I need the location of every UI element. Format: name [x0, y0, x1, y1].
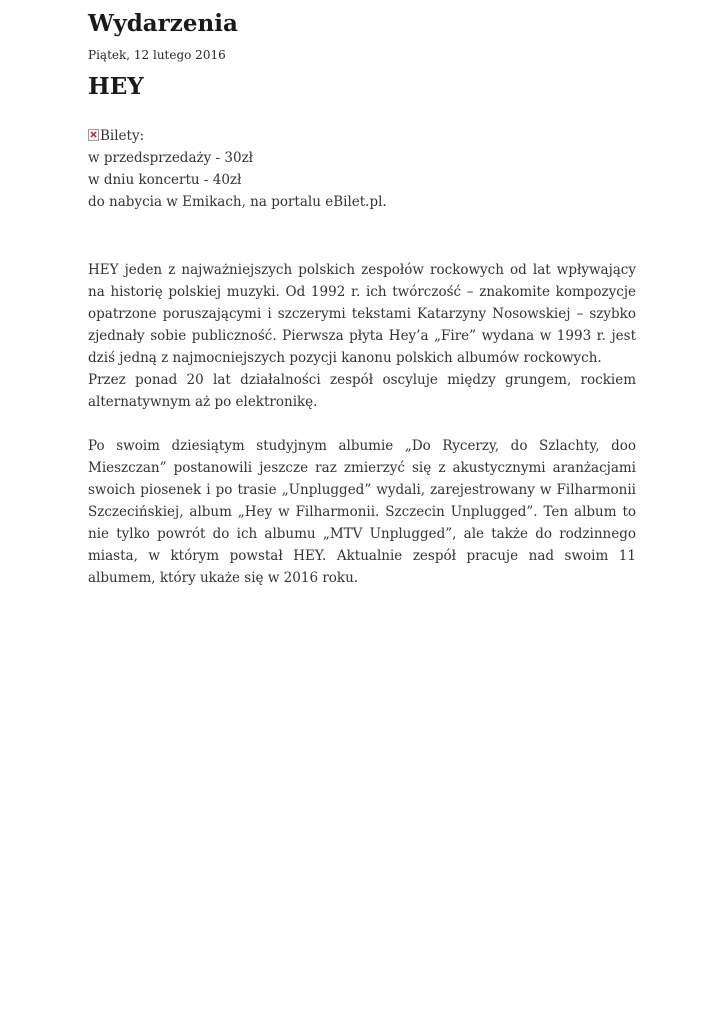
post-title: HEY	[88, 73, 144, 100]
article-paragraph: Po swoim dziesiątym studyjnym albumie „Do Rycerzy, do Szlachty, doo Mieszczan” postanowili jeszcze raz zmierzyć się z akustycznymi aranżacjami swoich piosenek i po trasie „Unplugged” wydali, zarejestrowany w Filharmonii Szczecińskiej, album „Hey w Filharmonii. Szczecin Unplugged”. Ten album to nie tylko powrót do ich albumu „MTV Unplugged”, ale także do rodzinnego miasta, w którym powstał HEY. Aktualnie zespół pracuje nad swoim 11 albumem, który ukaże się w 2016 roku.	[88, 438, 636, 586]
ticket-heading-line	[88, 125, 636, 147]
article-body	[88, 259, 636, 589]
page-content	[88, 0, 636, 589]
site-title[interactable]: Wydarzenia	[88, 10, 238, 37]
ticket-heading: Bilety:	[100, 128, 145, 144]
ticket-door-price: w dniu koncertu - 40zł	[88, 172, 242, 188]
ticket-info	[88, 125, 636, 213]
article-paragraph-text: Przez ponad 20 lat działalności zespół oscyluje między grungem, rockiem alternatywnym aż po elektronikę.	[88, 372, 636, 410]
article-paragraph	[88, 259, 636, 413]
ticket-presale-price: w przedsprzedaży - 30zł	[88, 150, 254, 166]
article-paragraph-text: HEY jeden z najważniejszych polskich zespołów rockowych od lat wpływający na historię polskiej muzyki. Od 1992 r. ich twórczość – znakomite kompozycje opatrzone poruszającymi i szczerymi tekstami Katarzyny Nosowskiej – szybko zjednały sobie publiczność. Pierwsza płyta Hey’a „Fire” wydana w 1993 r. jest dziś jedną z najmocniejszych pozycji kanonu polskich albumów rockowych.	[88, 262, 636, 366]
broken-image-icon	[88, 129, 99, 141]
ticket-where-to-buy: do nabycia w Emikach, na portalu eBilet.pl.	[88, 194, 387, 210]
post-date: Piątek, 12 lutego 2016	[88, 48, 226, 62]
